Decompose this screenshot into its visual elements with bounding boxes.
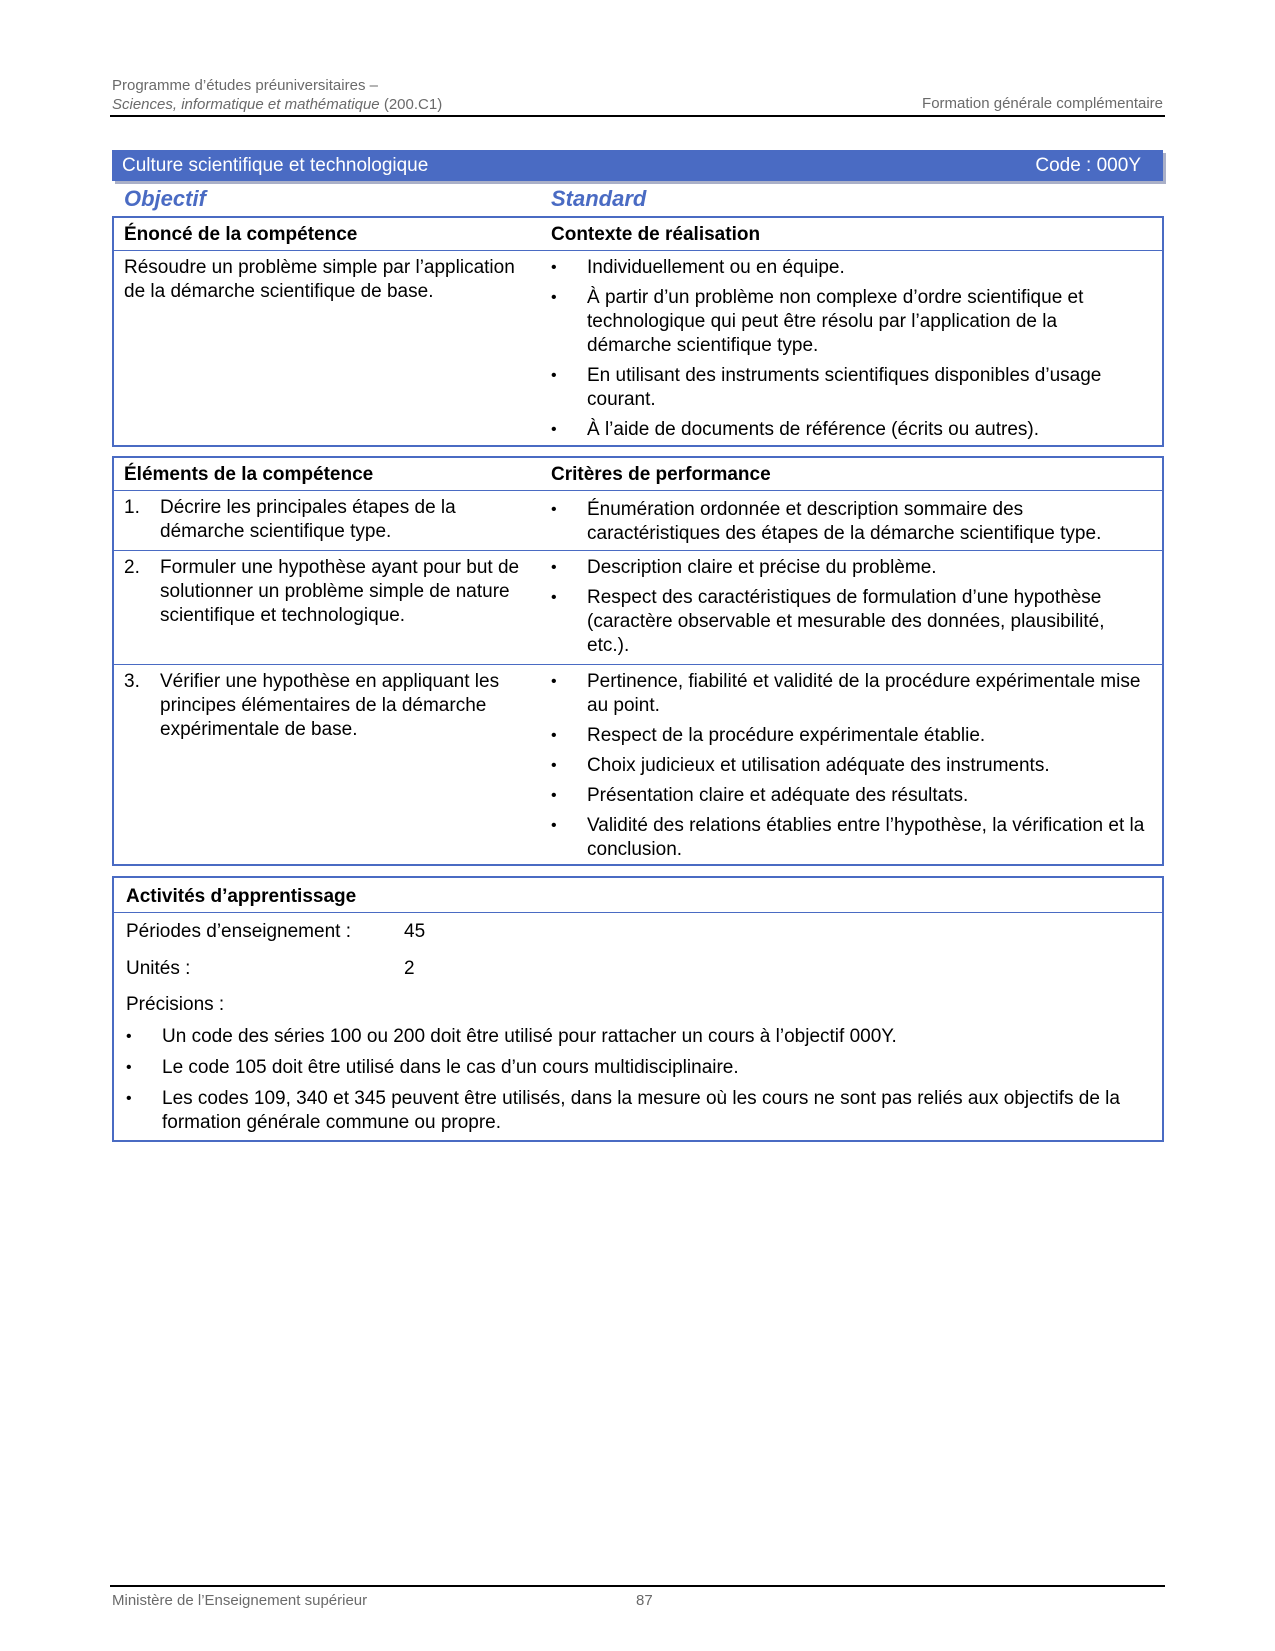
list-item: • Validité des relations établies entre l’hypothèse, la vérification et la conclusion. xyxy=(551,814,1146,862)
list-item: • À partir d’un problème non complexe d’ordre scientifique et technologique qui peut être résolu par l’application de la démarche scientifique type. xyxy=(551,286,1141,358)
activites-box xyxy=(112,876,1164,1142)
element-text: Formuler une hypothèse ayant pour but de solutionner un problème simple de nature scientifique et technologique. xyxy=(160,557,520,626)
periodes-label: Périodes d’enseignement : xyxy=(126,921,351,942)
row-divider xyxy=(114,550,1162,551)
criteria-list-1 xyxy=(551,498,1146,546)
course-code: Code : 000Y xyxy=(1035,155,1141,176)
element-text: Décrire les principales étapes de la démarche scientifique type. xyxy=(160,497,456,542)
activites-head: Activités d’apprentissage xyxy=(126,886,357,907)
footer-ministry: Ministère de l’Enseignement supérieur xyxy=(112,1592,368,1609)
precisions-label: Précisions : xyxy=(126,994,225,1015)
activites-head-divider xyxy=(114,912,1162,913)
list-item: • Présentation claire et adéquate des résultats. xyxy=(551,784,1146,808)
header-divider xyxy=(110,115,1165,117)
element-number: 3. xyxy=(124,671,140,692)
running-header xyxy=(112,76,442,114)
list-item: • Description claire et précise du problème. xyxy=(551,556,1146,580)
contexte-head: Contexte de réalisation xyxy=(551,224,761,245)
list-item: • Respect des caractéristiques de formulation d’une hypothèse (caractère observable et mesurable des données, plausibilité, etc.). xyxy=(551,586,1146,658)
program-code: (200.C1) xyxy=(379,96,443,113)
footer-divider xyxy=(110,1585,1165,1587)
list-item: • Un code des séries 100 ou 200 doit être utilisé pour rattacher un cours à l’objectif 000Y. xyxy=(126,1025,1151,1049)
precisions-list xyxy=(126,1025,1151,1135)
page-number: 87 xyxy=(636,1592,653,1609)
list-item: • Respect de la procédure expérimentale établie. xyxy=(551,724,1146,748)
standard-heading: Standard xyxy=(551,186,647,211)
course-title: Culture scientifique et technologique xyxy=(122,155,429,176)
list-item: • Individuellement ou en équipe. xyxy=(551,256,1141,280)
unites-value: 2 xyxy=(404,958,415,979)
list-item: • Pertinence, fiabilité et validité de la procédure expérimentale mise au point. xyxy=(551,670,1146,718)
contexte-list xyxy=(551,256,1141,442)
list-item: • Les codes 109, 340 et 345 peuvent être utilisés, dans la mesure où les cours ne sont pas reliés aux objectifs de la formation générale commune ou propre. xyxy=(126,1087,1151,1135)
program-name: Sciences, informatique et mathématique xyxy=(112,96,380,113)
competence-statement: Résoudre un problème simple par l’application de la démarche scientifique de base. xyxy=(124,257,515,302)
row-divider xyxy=(114,664,1162,665)
element-number: 2. xyxy=(124,557,140,578)
enonce-head-divider xyxy=(114,250,1162,251)
objectif-heading: Objectif xyxy=(124,186,206,211)
elements-box xyxy=(112,456,1164,866)
elements-head: Éléments de la compétence xyxy=(124,464,374,485)
enonce-head: Énoncé de la compétence xyxy=(124,224,358,245)
list-item: • Le code 105 doit être utilisé dans le cas d’un cours multidisciplinaire. xyxy=(126,1056,1151,1080)
element-number: 1. xyxy=(124,497,140,518)
list-item: • À l’aide de documents de référence (écrits ou autres). xyxy=(551,418,1141,442)
element-text: Vérifier une hypothèse en appliquant les principes élémentaires de la démarche expérimentale de base. xyxy=(160,671,500,740)
header-line-2 xyxy=(112,95,442,114)
criteria-list-3 xyxy=(551,670,1146,862)
list-item: • Énumération ordonnée et description sommaire des caractéristiques des étapes de la démarche scientifique type. xyxy=(551,498,1146,546)
title-bar xyxy=(112,150,1163,181)
header-right: Formation générale complémentaire xyxy=(922,95,1163,112)
periodes-value: 45 xyxy=(404,921,426,942)
list-item: • Choix judicieux et utilisation adéquate des instruments. xyxy=(551,754,1146,778)
unites-label: Unités : xyxy=(126,958,191,979)
list-item: • En utilisant des instruments scientifiques disponibles d’usage courant. xyxy=(551,364,1141,412)
elements-head-divider xyxy=(114,490,1162,491)
criteria-list-2 xyxy=(551,556,1146,658)
criteres-head: Critères de performance xyxy=(551,464,771,485)
enonce-box xyxy=(112,216,1164,447)
header-line-1: Programme d’études préuniversitaires – xyxy=(112,77,378,94)
